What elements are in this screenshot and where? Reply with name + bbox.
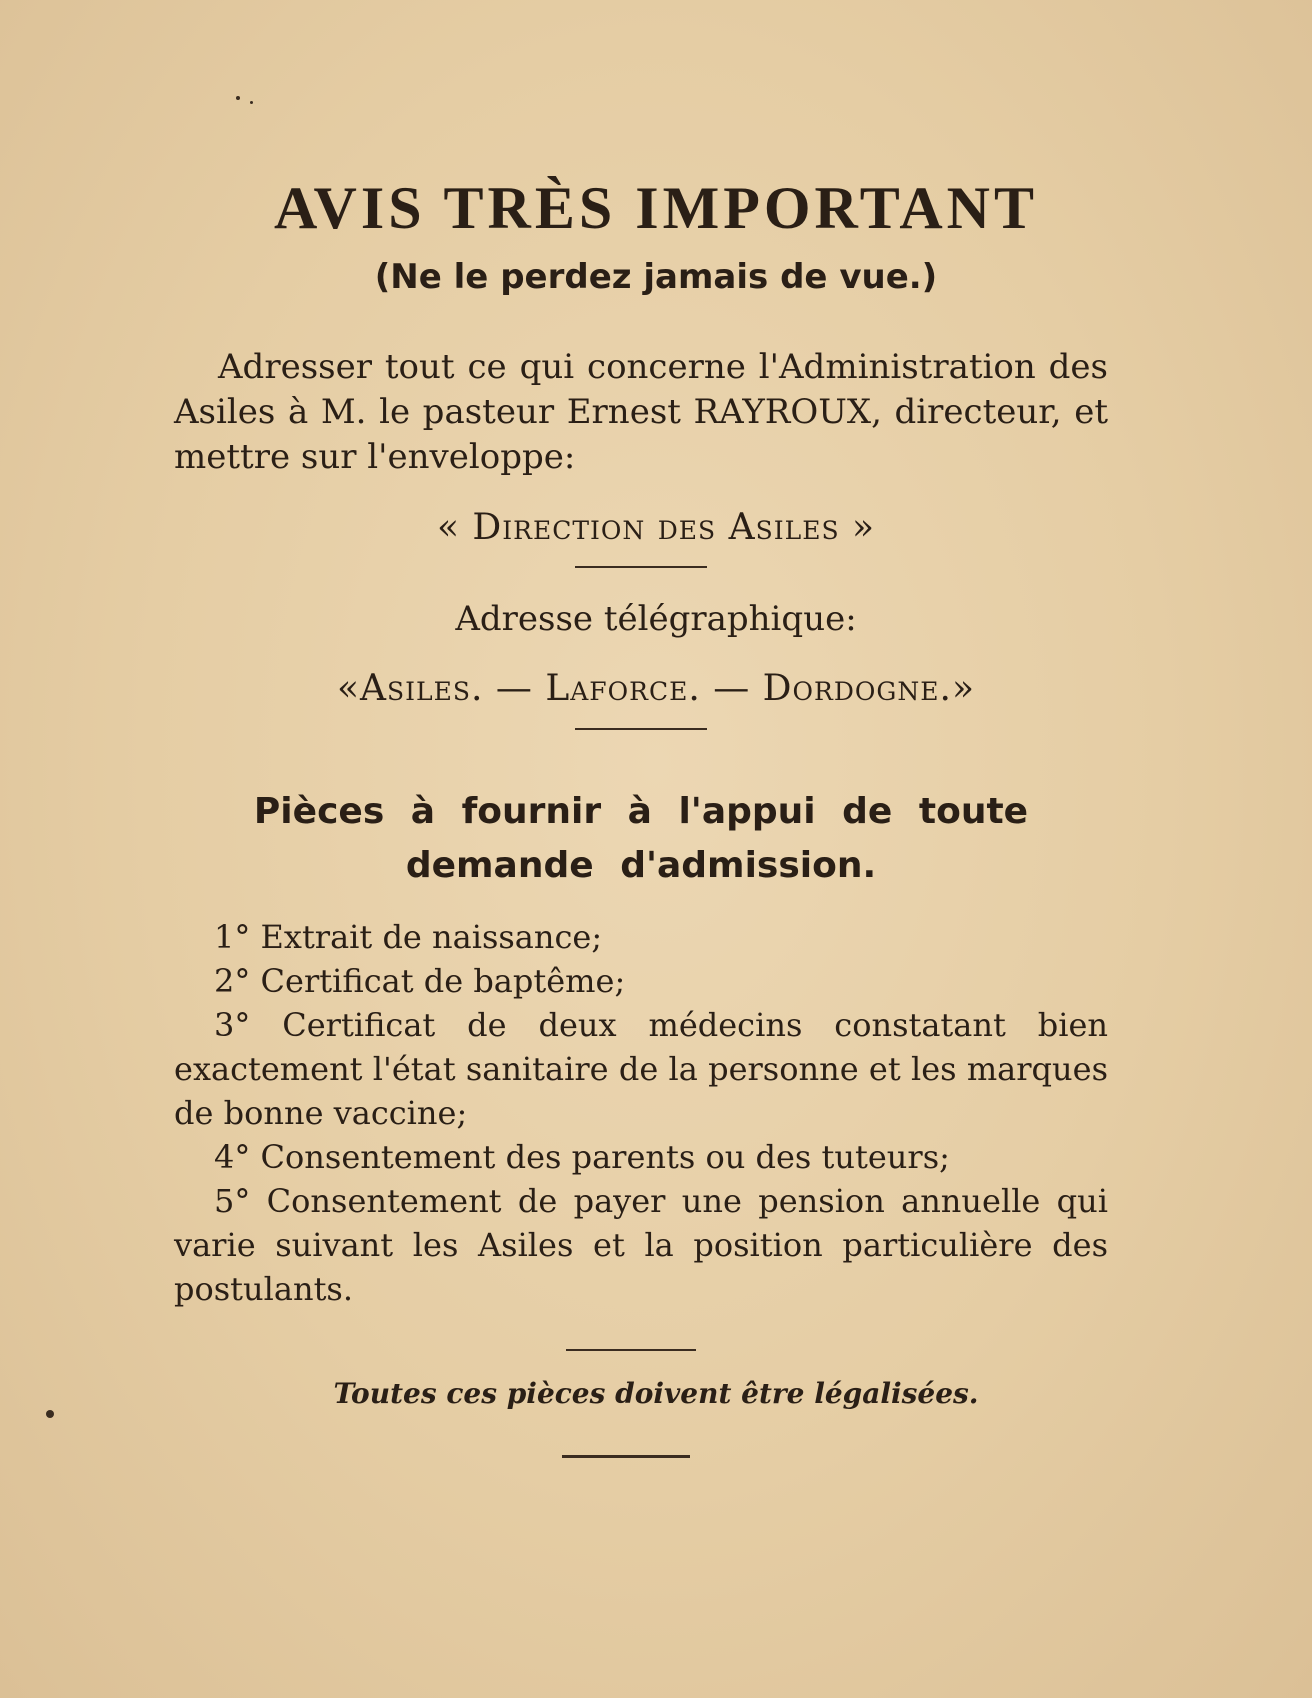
admission-list [174, 915, 1108, 1311]
telegraph-address: «Asiles. — Laforce. — Dordogne.» [337, 668, 975, 709]
list-item: 5° Consentement de payer une pension annuelle qui varie suivant les Asiles et la position particulière des postulants. [174, 1182, 1108, 1308]
page-title: AVIS TRÈS IMPORTANT [273, 175, 1039, 241]
divider [562, 1455, 690, 1458]
legalization-note: Toutes ces pièces doivent être légalisées. [333, 1377, 979, 1410]
divider [575, 566, 707, 568]
list-item: 4° Consentement des parents ou des tuteurs; [214, 1138, 950, 1176]
list-item: 1° Extrait de naissance; [214, 918, 603, 956]
list-item: 2° Certificat de baptême; [214, 962, 626, 1000]
ink-speck [46, 1410, 54, 1418]
telegraph-heading: Adresse télégraphique: [455, 599, 857, 639]
ink-speck [250, 101, 253, 104]
page-subtitle: (Ne le perdez jamais de vue.) [374, 257, 938, 297]
ink-speck [236, 96, 240, 100]
divider [575, 728, 707, 730]
divider [566, 1349, 696, 1351]
address-paragraph: Adresser tout ce qui concerne l'Administration des Asiles à M. le pasteur Ernest RAYROUX, directeur, et mettre sur l'enveloppe: [174, 347, 1108, 477]
list-item: 3° Certificat de deux médecins constatant bien exactement l'état sanitaire de la personne et les marques de bonne vaccine; [174, 1006, 1108, 1132]
envelope-label: « Direction des Asiles » [436, 507, 876, 548]
admission-heading: Pièces à fournir à l'appui de toute demande d'admission. [253, 791, 1029, 886]
